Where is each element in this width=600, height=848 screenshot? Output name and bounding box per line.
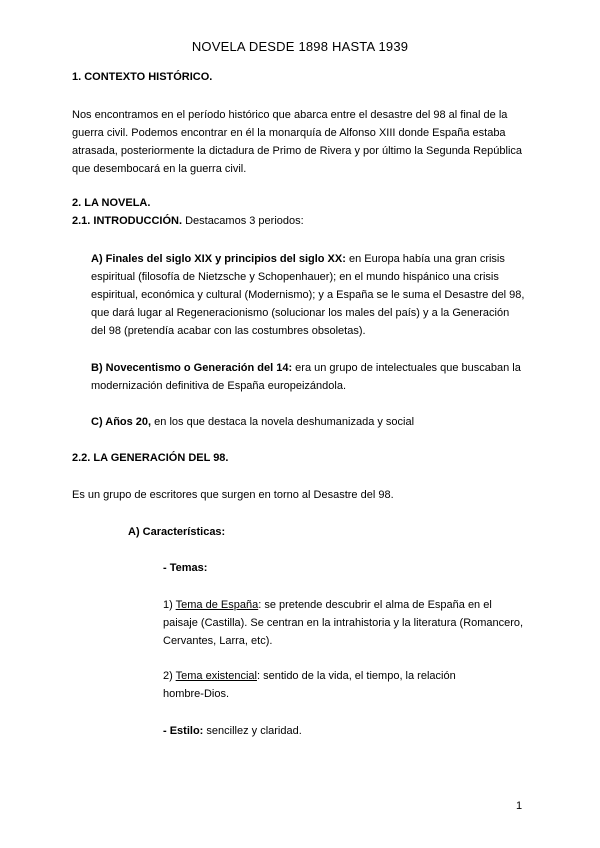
section-2-heading <box>72 194 150 212</box>
paragraph-line: Cervantes, Larra, etc). <box>163 635 273 647</box>
paragraph-line <box>91 250 524 268</box>
paragraph-line: Nos encontramos en el período histórico que abarca entre el desastre del 98 al final de la <box>72 109 508 121</box>
paragraph-line: paisaje (Castilla). Se centran en la intrahistoria y la literatura (Romancero, <box>163 617 524 629</box>
paragraph-line: hombre-Dios. <box>163 688 230 700</box>
section-1-heading <box>72 68 212 86</box>
temas-heading-text: - Temas: <box>163 562 208 574</box>
tema-2-paragraph <box>163 667 456 703</box>
tema-1-prefix: 1) <box>163 599 176 611</box>
tema-1-label: Tema de España <box>175 599 259 611</box>
paragraph-line: que dará lugar al Regeneracionismo (solucionar los males del país) y a la Generación <box>91 307 510 319</box>
characteristics-heading-text: A) Características: <box>128 526 226 538</box>
tema-2-label: Tema existencial <box>175 670 257 682</box>
period-c-paragraph <box>91 413 414 431</box>
period-b-paragraph <box>91 359 521 395</box>
paragraph-line: atrasada, posteriormente la dictadura de Primo de Rivera y por último la Segunda República <box>72 145 523 157</box>
paragraph-line: espiritual (filosofía de Nietzsche y Schopenhauer); en el mundo hispánico una crisis <box>91 271 499 283</box>
tema-2-prefix: 2) <box>163 670 176 682</box>
period-a-line1-rest: en Europa había una gran crisis <box>345 253 505 265</box>
period-a-lead: A) Finales del siglo XIX y principios del siglo XX: <box>91 253 346 265</box>
paragraph-line <box>163 596 523 614</box>
section-2-1-heading <box>72 212 304 230</box>
period-b-line1-rest: era un grupo de intelectuales que buscaban la <box>292 362 521 374</box>
document-title: NOVELA DESDE 1898 HASTA 1939 <box>191 39 409 54</box>
tema-1-paragraph <box>163 596 523 650</box>
paragraph-line: del 98 (pretendía acabar con las costumbres obsoletas). <box>91 325 366 337</box>
paragraph-line: que desembocará en la guerra civil. <box>72 163 247 175</box>
period-c-line1-rest: en los que destaca la novela deshumanizada y social <box>151 416 415 428</box>
section-1-paragraph <box>72 106 522 178</box>
paragraph-line: espiritual, económica y cultural (Modernismo); y a España se le suma el Desastre del 98, <box>91 289 525 301</box>
section-2-2-heading <box>72 449 228 467</box>
estilo-line <box>163 722 302 740</box>
paragraph-line: guerra civil. Podemos encontrar en él la monarquía de Alfonso XIII donde España estaba <box>72 127 506 139</box>
period-c-lead: C) Años 20, <box>91 416 152 428</box>
tema-1-rest: : se pretende descubrir el alma de España en el <box>258 599 492 611</box>
page-number: 1 <box>516 800 523 812</box>
estilo-label: - Estilo: <box>163 725 204 737</box>
section-2-1-heading-bold: 2.1. INTRODUCCIÓN. <box>72 215 183 227</box>
characteristics-heading <box>128 523 225 541</box>
section-1-heading-text: 1. CONTEXTO HISTÓRICO. <box>72 71 213 83</box>
temas-heading <box>163 559 207 577</box>
section-2-1-heading-rest: Destacamos 3 periodos: <box>182 215 304 227</box>
section-2-heading-text: 2. LA NOVELA. <box>72 197 151 209</box>
estilo-text: sencillez y claridad. <box>203 725 302 737</box>
paragraph-line: modernización definitiva de España europeizándola. <box>91 380 347 392</box>
section-2-2-intro: Es un grupo de escritores que surgen en torno al Desastre del 98. <box>72 489 394 501</box>
period-a-paragraph <box>91 250 524 340</box>
period-b-lead: B) Novecentismo o Generación del 14: <box>91 362 293 374</box>
section-2-2-heading-text: 2.2. LA GENERACIÓN DEL 98. <box>72 452 229 464</box>
paragraph-line <box>91 359 521 377</box>
tema-2-rest: : sentido de la vida, el tiempo, la relación <box>256 670 456 682</box>
paragraph-line <box>163 667 456 685</box>
